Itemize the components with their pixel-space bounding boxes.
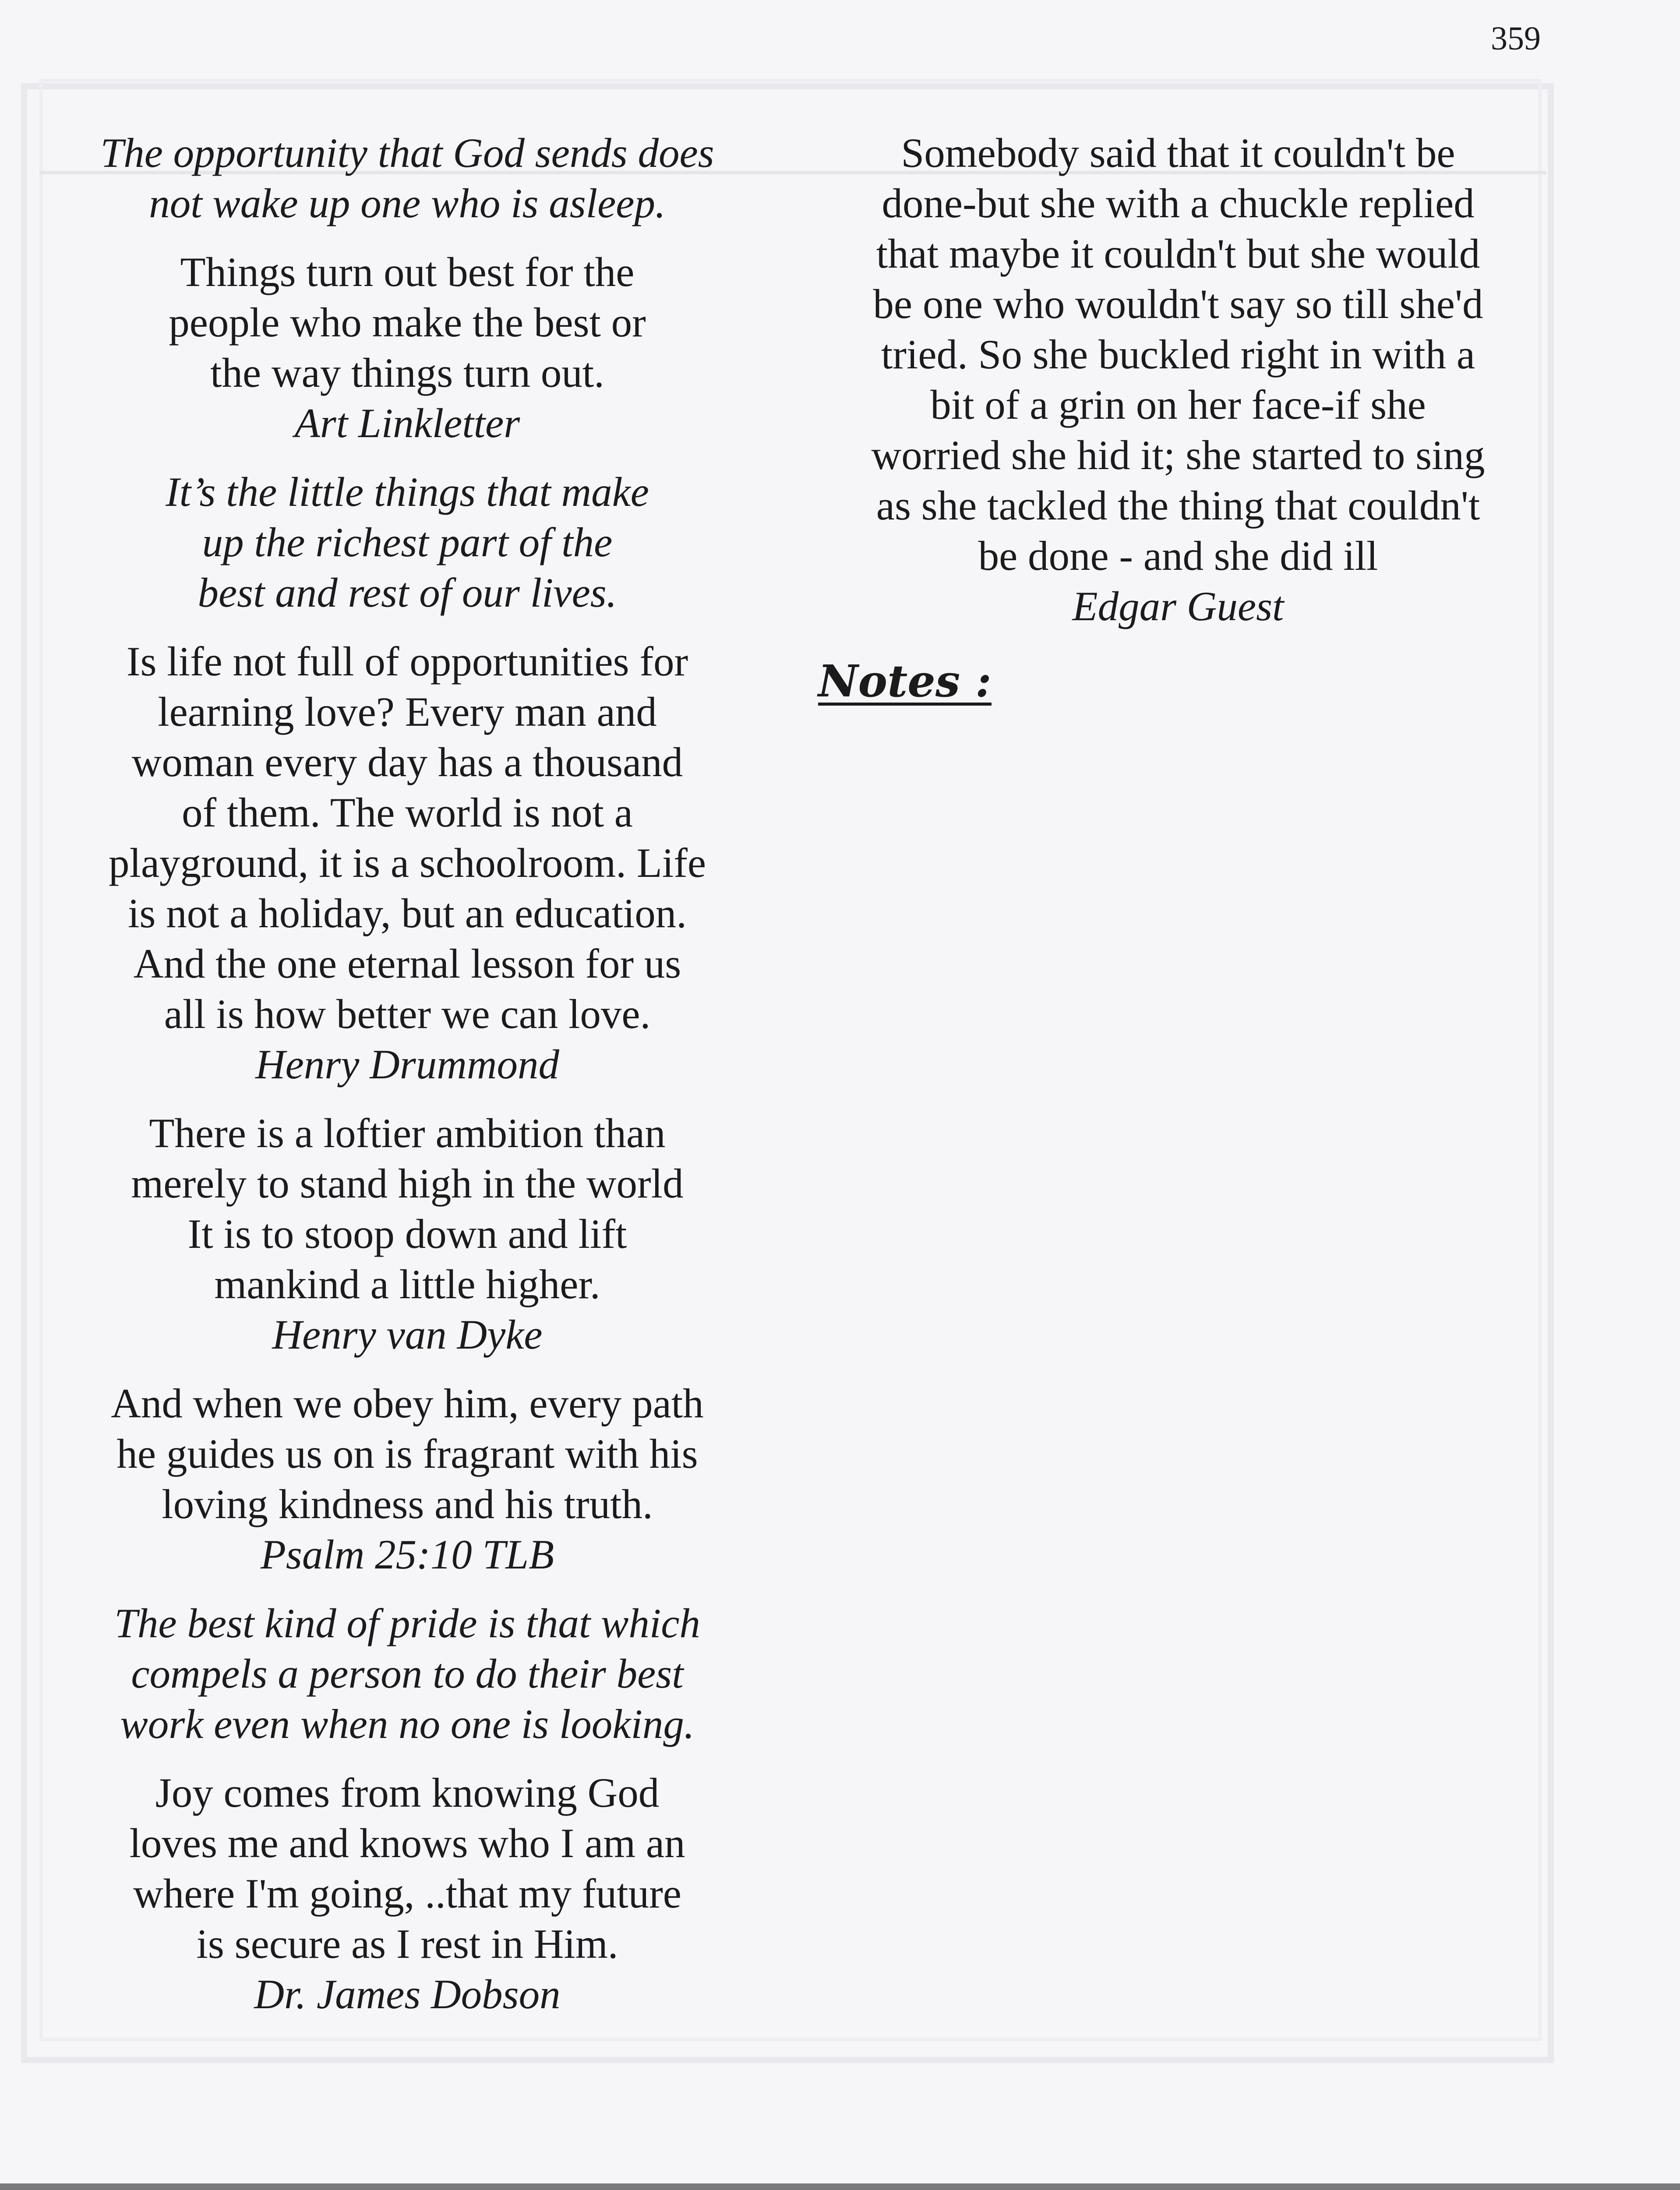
quote-line: not wake up one who is asleep. [149, 180, 666, 226]
quote-line: And the one eternal lesson for us [133, 940, 681, 987]
quote-block [61, 1598, 753, 1749]
quote-line: Somebody said that it couldn't be [901, 130, 1455, 176]
quote-line: is secure as I rest in Him. [196, 1921, 618, 1967]
quote-block [819, 128, 1537, 632]
quote-line: The best kind of pride is that which [114, 1600, 700, 1646]
quote-block [61, 247, 753, 449]
quote-line: is not a holiday, but an education. [127, 890, 687, 936]
quote-line: It is to stoop down and lift [187, 1211, 627, 1257]
quote-author: Edgar Guest [1072, 583, 1284, 629]
quote-block [61, 1768, 753, 2020]
quote-block [61, 467, 753, 618]
quote-line: Is life not full of opportunities for [126, 638, 688, 685]
quote-line: Joy comes from knowing God [155, 1770, 660, 1816]
quote-author: Psalm 25:10 TLB [260, 1531, 554, 1578]
quote-block [61, 1108, 753, 1360]
quote-line: as she tackled the thing that couldn't [876, 482, 1480, 529]
quote-line: It’s the little things that make [166, 469, 649, 515]
quote-line: There is a loftier ambition than [149, 1110, 666, 1156]
quote-line: up the richest part of the [202, 519, 613, 565]
quote-line: work even when no one is looking. [120, 1701, 695, 1747]
bottom-rule [0, 2183, 1680, 2190]
quote-line: loves me and knows who I am an [129, 1820, 685, 1866]
quote-line: woman every day has a thousand [131, 739, 683, 785]
quote-line: all is how better we can love. [164, 991, 651, 1037]
quote-line: he guides us on is fragrant with his [116, 1431, 698, 1477]
quote-line: people who make the best or [169, 299, 646, 346]
quote-author: Henry Drummond [255, 1041, 559, 1088]
quote-line: the way things turn out. [210, 350, 604, 396]
quote-line: loving kindness and his truth. [162, 1481, 653, 1527]
notes-heading: Notes : [818, 655, 992, 707]
quote-line: Things turn out best for the [180, 249, 635, 295]
quote-line: worried she hid it; she started to sing [871, 432, 1485, 478]
quote-line: mankind a little higher. [214, 1261, 600, 1307]
quote-block [61, 1378, 753, 1580]
right-quote-column [819, 128, 1537, 650]
quote-author: Henry van Dyke [272, 1311, 543, 1358]
quote-line: bit of a grin on her face-if she [930, 381, 1426, 428]
quote-line: compels a person to do their best [131, 1650, 684, 1697]
quote-line: of them. The world is not a [182, 789, 633, 836]
quote-line: best and rest of our lives. [198, 569, 617, 616]
quote-line: be done - and she did ill [978, 533, 1378, 579]
quote-block [61, 636, 753, 1090]
quote-line: And when we obey him, every path [111, 1380, 704, 1427]
quote-line: tried. So she buckled right in with a [881, 331, 1475, 378]
quote-block [61, 128, 753, 229]
quote-author: Dr. James Dobson [254, 1971, 561, 2017]
quote-line: learning love? Every man and [158, 689, 657, 735]
quote-line: where I'm going, ..that my future [133, 1870, 681, 1917]
quote-author: Art Linkletter [294, 400, 520, 446]
quote-line: that maybe it couldn't but she would [876, 230, 1480, 277]
quote-line: The opportunity that God sends does [100, 130, 714, 176]
quote-line: be one who wouldn't say so till she'd [873, 281, 1483, 327]
quote-line: done-but she with a chuckle replied [882, 180, 1475, 226]
quote-line: playground, it is a schoolroom. Life [108, 840, 706, 886]
left-quote-column [61, 128, 753, 2038]
page-number: 359 [1491, 20, 1541, 57]
quote-line: merely to stand high in the world [131, 1160, 684, 1207]
